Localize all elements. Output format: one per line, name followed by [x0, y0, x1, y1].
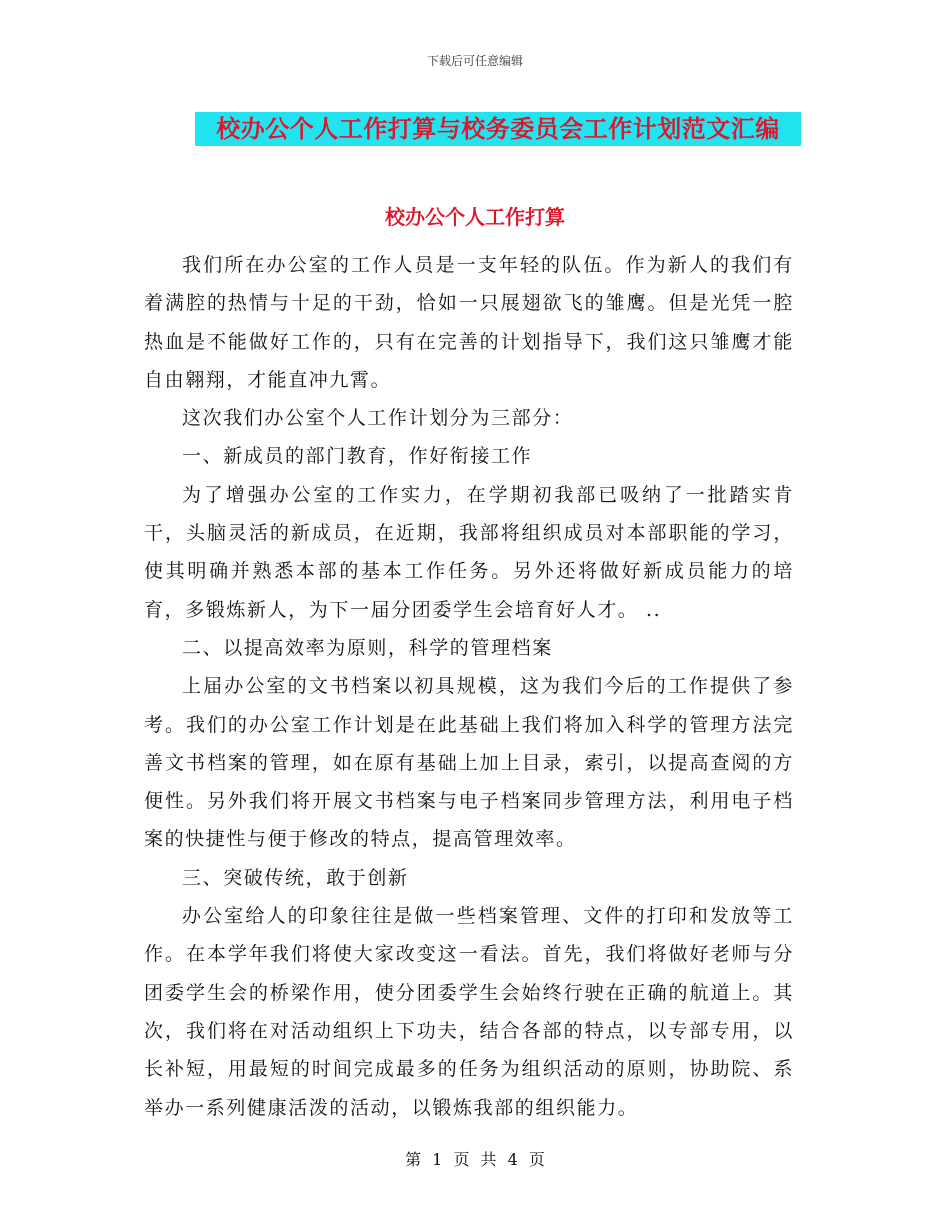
- paragraph: 上届办公室的文书档案以初具规模，这为我们今后的工作提供了参考。我们的办公室工作计划是在此基础上我们将加入科学的管理方法完善文书档案的管理，如在原有基础上加上目录，索引，以提高查阅的方便性。另外我们将开展文书档案与电子档案同步管理方法，利用电子档案的快捷性与便于修改的特点，提高管理效率。: [144, 675, 794, 851]
- section-heading: 二、以提高效率为原则，科学的管理档案: [182, 636, 553, 659]
- page-number-footer: 第 1 页 共 4 页: [405, 1150, 545, 1169]
- paragraph: 这次我们办公室个人工作计划分为三部分：: [182, 407, 574, 430]
- document-title: 校办公个人工作打算与校务委员会工作计划范文汇编: [195, 112, 801, 146]
- section-heading: 一、新成员的部门教育，作好衔接工作: [182, 445, 533, 468]
- paragraph: 我们所在办公室的工作人员是一支年轻的队伍。作为新人的我们有着满腔的热情与十足的干劲，恰如一只展翅欲飞的雏鹰。但是光凭一腔热血是不能做好工作的，只有在完善的计划指导下，我们这只雏鹰才能自由翱翔，才能直冲九霄。: [144, 254, 794, 391]
- section-heading: 三、突破传统，敢于创新: [182, 866, 409, 889]
- paragraph: 为了增强办公室的工作实力，在学期初我部已吸纳了一批踏实肯干，头脑灵活的新成员，在近期，我部将组织成员对本部职能的学习，使其明确并熟悉本部的基本工作任务。另外还将做好新成员能力的培育，多锻炼新人，为下一届分团委学生会培育好人才。 ..: [144, 483, 794, 621]
- document-body: [144, 246, 794, 1127]
- paragraph: 办公室给人的印象往往是做一些档案管理、文件的打印和发放等工作。在本学年我们将使大家改变这一看法。首先，我们将做好老师与分团委学生会的桥梁作用，使分团委学生会始终行驶在正确的航道上。其次，我们将在对活动组织上下功夫，结合各部的特点，以专部专用，以长补短，用最短的时间完成最多的任务为组织活动的原则，协助院、系举办一系列健康活泼的活动，以锻炼我部的组织能力。: [144, 905, 794, 1119]
- section-title: 校办公个人工作打算: [385, 205, 565, 229]
- page-header-note: 下载后可任意编辑: [426, 54, 523, 68]
